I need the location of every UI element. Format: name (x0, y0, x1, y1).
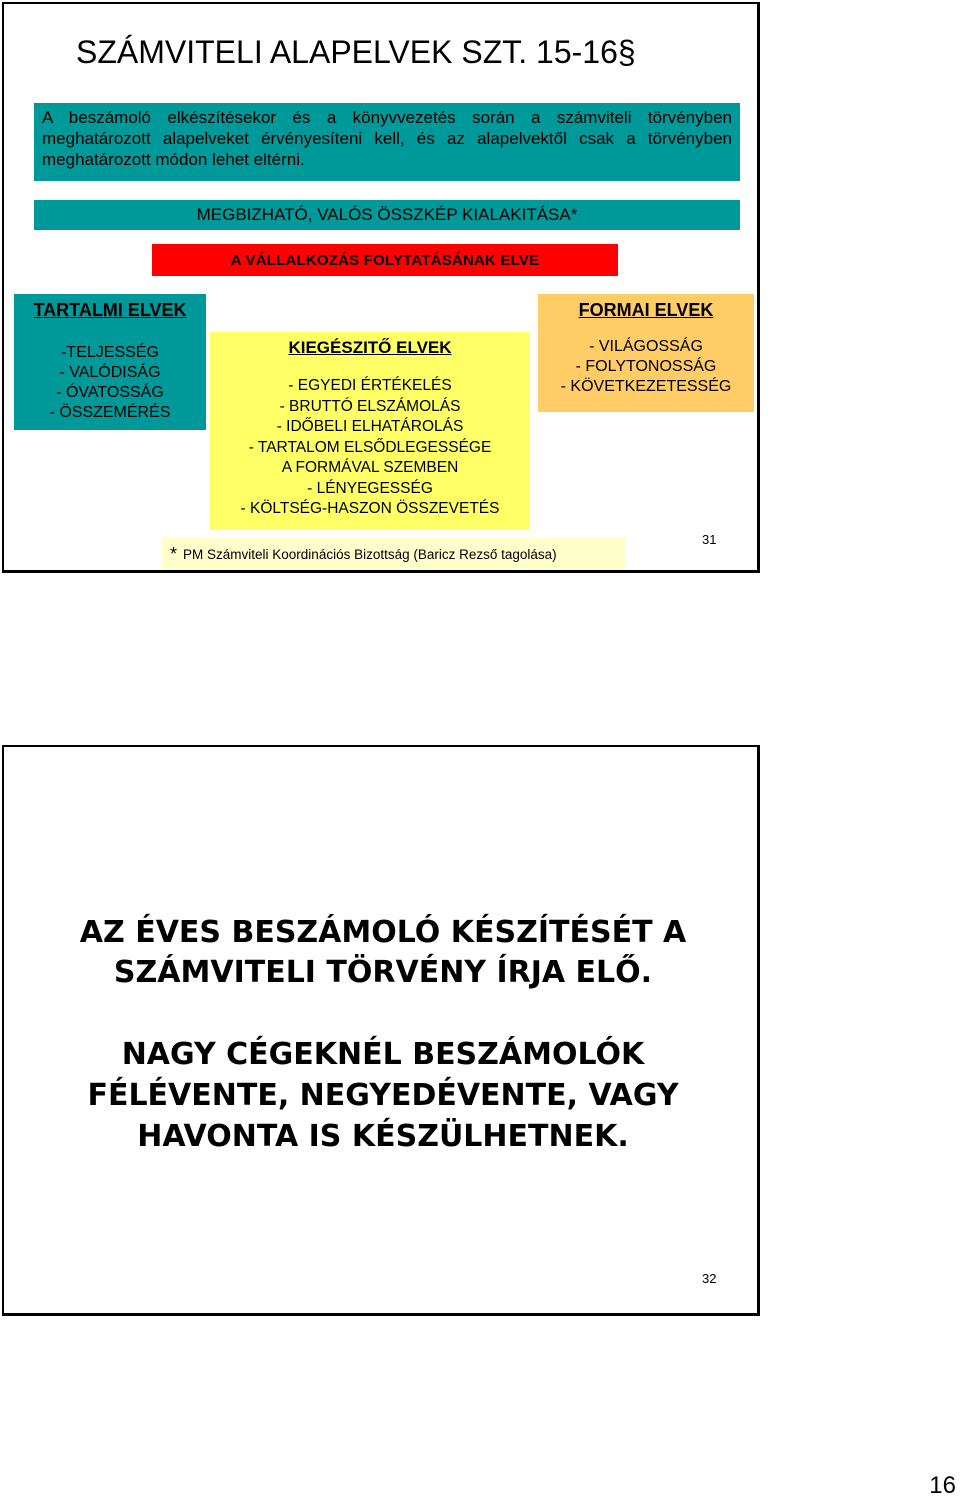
list-item: - IDŐBELI ELHATÁROLÁS (276, 418, 464, 435)
slide-number: 32 (702, 1271, 717, 1286)
list-item: - KÖLTSÉG-HASZON ÖSSZEVETÉS (240, 500, 500, 517)
slide2-line: HAVONTA IS KÉSZÜLHETNEK. (137, 1119, 629, 1154)
tartalmi-heading: TARTALMI ELVEK (33, 300, 187, 320)
kiegeszito-elvek-box (210, 332, 530, 530)
list-item: - BRUTTÓ ELSZÁMOLÁS (279, 397, 461, 415)
slide2-line: NAGY CÉGEKNÉL BESZÁMOLÓK (121, 1037, 645, 1072)
slide-title: SZÁMVITELI ALAPELVEK SZT. 15-16§ (76, 34, 636, 70)
slide2-line: SZÁMVITELI TÖRVÉNY ÍRJA ELŐ. (113, 955, 653, 990)
slide-32 (2, 745, 760, 1316)
list-item: - VILÁGOSSÁG (589, 338, 703, 355)
slide2-line: FÉLÉVENTE, NEGYEDÉVENTE, VAGY (87, 1078, 679, 1113)
footnote-text: PM Számviteli Koordinációs Bizottság (Baricz Rezső tagolása) (183, 546, 557, 562)
slide-number: 31 (702, 532, 717, 547)
intro-box: A beszámoló elkészítésekor és a könyvvezetés során a számviteli törvényben meghatározott alapelveket érvényesíteni kell, és az alapelvektől csak a törvényben meghatározott módon lehet eltérni. (34, 103, 740, 181)
list-item: -TELJESSÉG (61, 344, 159, 361)
formai-elvek-box (538, 294, 754, 412)
list-item: - ÖSSZEMÉRÉS (49, 404, 171, 421)
megbizhato-banner: MEGBIZHATÓ, VALÓS ÖSSZKÉP KIALAKITÁSA* (34, 200, 740, 230)
slide-31 (2, 2, 760, 573)
list-item: - TARTALOM ELSŐDLEGESSÉGE (248, 438, 492, 456)
footnote-star: * (170, 543, 178, 564)
list-item: A FORMÁVAL SZEMBEN (281, 459, 459, 476)
list-item: - VALÓDISÁG (59, 364, 161, 381)
footnote (162, 538, 626, 570)
tartalmi-elvek-box (14, 294, 206, 430)
list-item: - KÖVETKEZETESSÉG (560, 378, 732, 395)
formai-heading: FORMAI ELVEK (578, 300, 714, 320)
list-item: - ÓVATOSSÁG (56, 384, 164, 401)
list-item: - LÉNYEGESSÉG (307, 479, 433, 497)
vallalkozas-banner: A VÁLLALKOZÁS FOLYTATÁSÁNAK ELVE (152, 244, 618, 276)
list-item: - FOLYTONOSSÁG (575, 358, 717, 375)
list-item: - EGYEDI ÉRTÉKELÉS (288, 377, 452, 394)
kiegeszito-heading: KIEGÉSZITŐ ELVEK (288, 338, 452, 357)
document-page-number: 16 (929, 1472, 956, 1499)
slide2-line: AZ ÉVES BESZÁMOLÓ KÉSZÍTÉSÉT A (79, 915, 687, 950)
